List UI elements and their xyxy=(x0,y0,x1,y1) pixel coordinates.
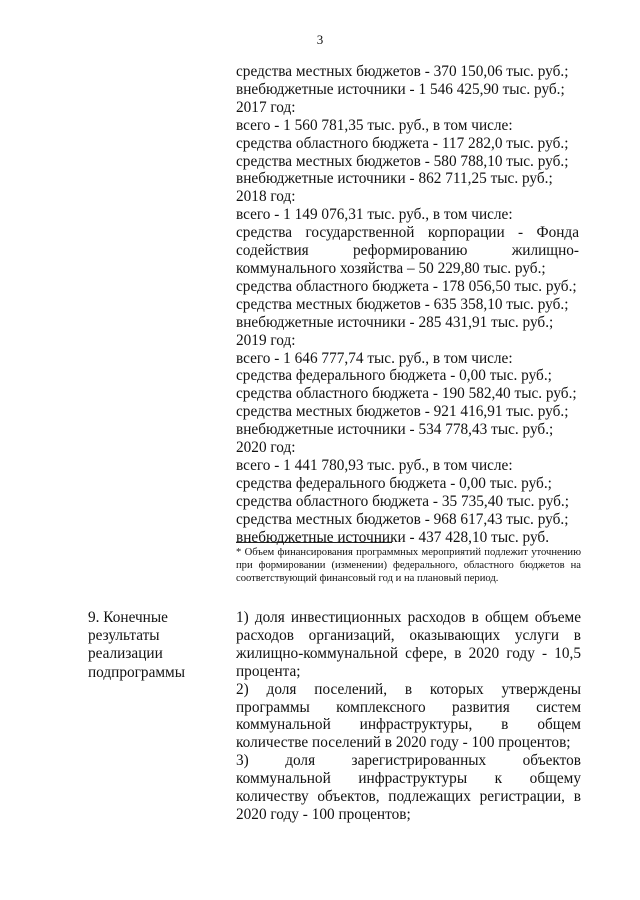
funding-line: внебюджетные источники - 862 711,25 тыс. руб.; xyxy=(236,170,553,188)
funding-line: коммунального хозяйства – 50 229,80 тыс. руб.; xyxy=(236,259,546,277)
funding-line: средства федерального бюджета - 0,00 тыс. руб.; xyxy=(236,367,552,385)
funding-line: внебюджетные источники - 285 431,91 тыс. руб.; xyxy=(236,313,554,331)
funding-line: средства местных бюджетов - 968 617,43 тыс. руб.; xyxy=(236,510,569,528)
section-label: 9. Конечные результаты реализации подпрограммы xyxy=(88,609,186,681)
funding-line: средства местных бюджетов - 370 150,06 тыс. руб.; xyxy=(236,63,569,80)
funding-line: внебюджетные источники - 437 428,10 тыс. руб. xyxy=(236,528,550,546)
funding-line: средства федерального бюджета - 0,00 тыс. руб.; xyxy=(236,474,552,492)
funding-line: средства областного бюджета - 117 282,0 тыс. руб.; xyxy=(236,134,569,152)
funding-line: средства местных бюджетов - 580 788,10 тыс. руб.; xyxy=(236,152,569,170)
funding-line: средства областного бюджета - 178 056,50 тыс. руб.; xyxy=(236,277,577,295)
footnote: * Объем финансирования программных мероприятий подлежит уточнению при формировании (изменении) федерального, областного бюджетов на соответствующий финансовый год и на плановый период. xyxy=(236,547,581,585)
funding-line: средства областного бюджета - 35 735,40 тыс. руб.; xyxy=(236,492,570,510)
result-item: 3) доля зарегистрированных объектов коммунальной инфраструктуры к общему количеству объектов, подлежащих регистрации, в 2020 году - 100 процентов; xyxy=(236,752,581,823)
funding-line: содействия реформированию жилищно- xyxy=(236,242,579,260)
results-list xyxy=(236,609,581,824)
funding-line: внебюджетные источники - 534 778,43 тыс. руб.; xyxy=(236,421,554,439)
funding-year-heading: 2018 год: xyxy=(236,188,296,206)
funding-line: средства государственной корпорации - Фонда xyxy=(236,224,579,242)
result-item: 1) доля инвестиционных расходов в общем объеме расходов организаций, оказывающих услуги в жилищно-коммунальной сфере, в 2020 году - 10,5 процента; xyxy=(236,609,581,680)
funding-line: средства местных бюджетов - 635 358,10 тыс. руб.; xyxy=(236,295,569,313)
funding-year-heading: 2020 год: xyxy=(236,439,296,457)
funding-line: средства местных бюджетов - 921 416,91 тыс. руб.; xyxy=(236,403,569,421)
funding-line: внебюджетные источники - 1 546 425,90 тыс. руб.; xyxy=(236,80,565,98)
funding-year-heading: 2017 год: xyxy=(236,98,296,116)
page-number: 3 xyxy=(316,32,324,47)
footnote-divider xyxy=(236,542,392,543)
funding-total: всего - 1 646 777,74 тыс. руб., в том числе: xyxy=(236,349,513,367)
result-item: 2) доля поселений, в которых утверждены программы комплексного развития систем коммунальной инфраструктуры, в общем количестве поселений в 2020 году - 100 процентов; xyxy=(236,680,581,752)
funding-total: всего - 1 441 780,93 тыс. руб., в том числе: xyxy=(236,456,513,474)
funding-breakdown xyxy=(236,63,579,546)
funding-line: средства областного бюджета - 190 582,40 тыс. руб.; xyxy=(236,385,577,403)
funding-year-heading: 2019 год: xyxy=(236,331,296,349)
funding-total: всего - 1 560 781,35 тыс. руб., в том числе: xyxy=(236,116,513,134)
funding-total: всего - 1 149 076,31 тыс. руб., в том числе: xyxy=(236,206,513,224)
